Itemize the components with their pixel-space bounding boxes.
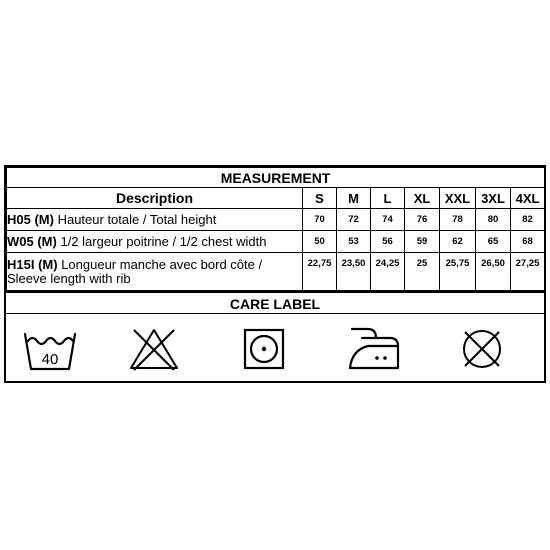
size-header-s: S [303, 188, 337, 209]
size-header-xxl: XXL [440, 188, 476, 209]
description-header: Description [7, 188, 303, 209]
cell-value: 78 [440, 209, 476, 231]
cell-value: 24,25 [371, 253, 405, 291]
cell-value: 26,50 [476, 253, 511, 291]
cell-value: 27,25 [511, 253, 545, 291]
cell-value: 82 [511, 209, 545, 231]
do-not-bleach-icon [126, 324, 182, 374]
table-row [7, 209, 545, 231]
cell-value: 80 [476, 209, 511, 231]
cell-value: 62 [440, 231, 476, 253]
row-description [7, 231, 303, 253]
size-header-m: M [337, 188, 371, 209]
care-label-title: CARE LABEL [6, 291, 544, 314]
cell-value: 56 [371, 231, 405, 253]
tumble-dry-low-icon [236, 324, 292, 374]
cell-value: 25,75 [440, 253, 476, 291]
cell-value: 53 [337, 231, 371, 253]
row-description [7, 253, 303, 291]
cell-value: 23,50 [337, 253, 371, 291]
cell-value: 25 [405, 253, 440, 291]
care-symbols [6, 314, 544, 381]
row-code: H15I (M) [7, 256, 58, 272]
row-label: Longueur manche avec bord côte / Sleeve length with rib [7, 256, 263, 286]
size-header-3xl: 3XL [476, 188, 511, 209]
cell-value: 72 [337, 209, 371, 231]
do-not-dry-clean-icon [454, 324, 510, 374]
cell-value: 65 [476, 231, 511, 253]
table-row [7, 253, 545, 291]
table-row [7, 231, 545, 253]
size-header-4xl: 4XL [511, 188, 545, 209]
cell-value: 68 [511, 231, 545, 253]
size-header-l: L [371, 188, 405, 209]
size-header-xl: XL [405, 188, 440, 209]
iron-medium-icon [346, 324, 402, 374]
row-description [7, 209, 303, 231]
cell-value: 22,75 [303, 253, 337, 291]
row-label: 1/2 largeur poitrine / 1/2 chest width [60, 233, 267, 249]
wash-40-icon [22, 324, 78, 374]
cell-value: 59 [405, 231, 440, 253]
measurement-table [6, 167, 545, 291]
cell-value: 74 [371, 209, 405, 231]
row-code: W05 (M) [7, 233, 57, 249]
row-label: Hauteur totale / Total height [57, 211, 217, 227]
cell-value: 76 [405, 209, 440, 231]
measurement-care-sheet [4, 165, 546, 383]
cell-value: 70 [303, 209, 337, 231]
cell-value: 50 [303, 231, 337, 253]
measurement-title: MEASUREMENT [7, 168, 545, 188]
wash-temperature: 40 [41, 351, 59, 368]
row-code: H05 (M) [7, 211, 54, 227]
